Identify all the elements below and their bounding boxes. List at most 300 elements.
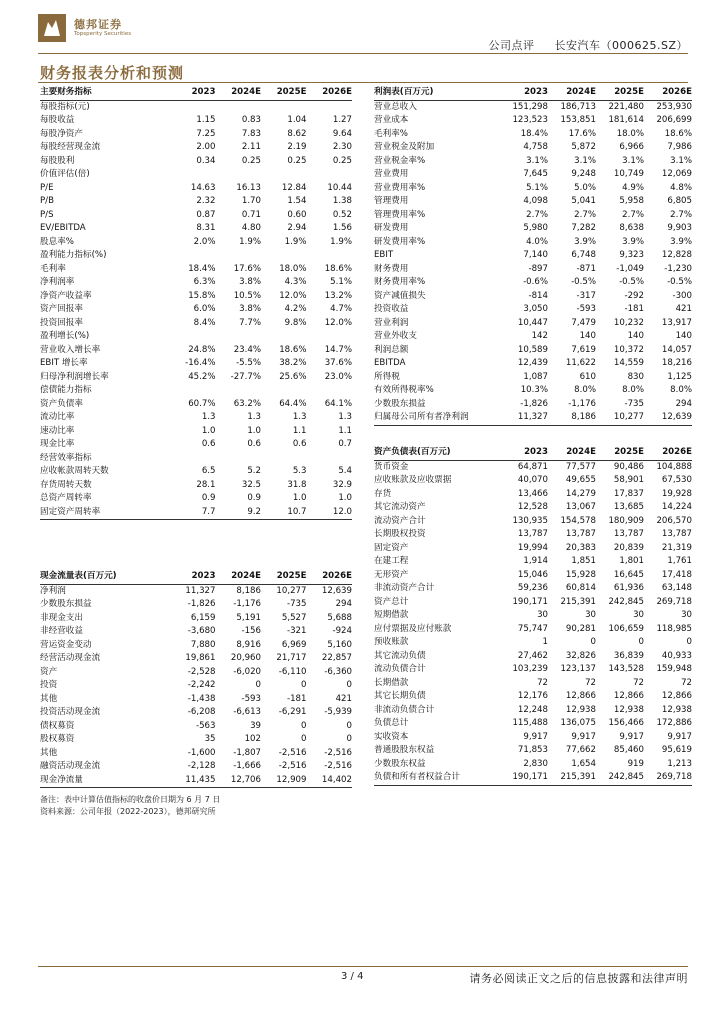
cell-value: 75,747 bbox=[517, 623, 548, 634]
cell-value: 9,917 bbox=[571, 731, 596, 742]
cell-value: 180,909 bbox=[608, 515, 644, 526]
cell-value: 0 bbox=[686, 637, 692, 647]
table-row bbox=[374, 528, 692, 542]
table-row bbox=[374, 488, 692, 502]
cell-value: 67,530 bbox=[661, 475, 692, 485]
cell-value: 294 bbox=[335, 599, 352, 609]
cell-value: 18.4% bbox=[188, 263, 216, 274]
row-label: 偿债能力指标 bbox=[40, 385, 92, 395]
cell-value: 159,948 bbox=[656, 664, 692, 674]
row-label: 经营活动现金流 bbox=[40, 653, 101, 663]
cell-value: 15,046 bbox=[517, 569, 548, 580]
table-row bbox=[374, 623, 692, 637]
cell-value: 8.0% bbox=[622, 385, 644, 395]
row-label: 归属母公司所有者净利润 bbox=[374, 412, 469, 422]
cell-value: 20,839 bbox=[613, 542, 644, 553]
row-label: 少数股东损益 bbox=[40, 599, 92, 609]
cell-value: 2.30 bbox=[332, 142, 352, 152]
cell-value: 140 bbox=[627, 331, 644, 341]
cell-value: -2,128 bbox=[187, 761, 216, 771]
row-label: 每股指标(元) bbox=[40, 101, 90, 112]
cell-value: 181,614 bbox=[608, 115, 644, 125]
cell-value: 5,980 bbox=[523, 223, 548, 233]
table-row bbox=[40, 155, 352, 169]
cell-value bbox=[261, 384, 307, 398]
row-label: 股息率% bbox=[40, 236, 74, 247]
cell-value: -924 bbox=[332, 626, 352, 636]
cell-value: 9,917 bbox=[619, 731, 644, 742]
cell-value: -317 bbox=[576, 290, 596, 301]
cell-value: 6,966 bbox=[619, 142, 644, 152]
cell-value: 7,645 bbox=[523, 169, 548, 179]
cell-value: 3.9% bbox=[622, 236, 644, 247]
cell-value: -1,666 bbox=[233, 761, 261, 771]
table-row bbox=[374, 596, 692, 610]
row-label: 投资 bbox=[40, 680, 58, 690]
row-label: 投资收益 bbox=[374, 304, 409, 314]
year-header: 2023 bbox=[524, 447, 548, 457]
cell-value: 106,659 bbox=[608, 623, 644, 634]
row-label: 普通股股东权益 bbox=[374, 745, 435, 755]
cash-flow-table bbox=[40, 570, 352, 788]
cell-value: 72 bbox=[681, 677, 692, 688]
cell-value: 2.00 bbox=[196, 142, 216, 152]
cell-value: 23.4% bbox=[233, 344, 261, 355]
footer-divider bbox=[38, 966, 688, 967]
cell-value: -0.5% bbox=[667, 277, 692, 287]
cell-value: 1,213 bbox=[667, 758, 692, 769]
row-label: 毛利率% bbox=[374, 128, 408, 139]
cell-value: 77,577 bbox=[565, 461, 596, 472]
cell-value: 0.25 bbox=[332, 155, 352, 166]
cell-value: 13,466 bbox=[517, 488, 548, 499]
cell-value: 5,160 bbox=[327, 639, 352, 650]
cell-value: 11,435 bbox=[185, 774, 216, 785]
row-label: 固定资产 bbox=[374, 542, 409, 553]
cell-value: 12.0% bbox=[324, 317, 352, 328]
row-label: 营业外收支 bbox=[374, 331, 417, 341]
note-source: 资料来源：公司年报（2022-2023），德邦研究所 bbox=[40, 807, 216, 816]
cell-value: 14.7% bbox=[324, 344, 352, 355]
cell-value: 9,323 bbox=[619, 250, 644, 260]
table-row bbox=[40, 182, 352, 196]
cell-value: 27,462 bbox=[517, 650, 548, 661]
cell-value: 1.0 bbox=[201, 425, 216, 436]
row-label: 净利润率 bbox=[40, 277, 75, 287]
cell-value: 3.1% bbox=[526, 155, 548, 166]
row-label: 无形资产 bbox=[374, 569, 409, 580]
cell-value: 32,826 bbox=[565, 650, 596, 661]
cell-value: 104,888 bbox=[656, 461, 692, 472]
row-label: 融资活动现金流 bbox=[40, 761, 101, 771]
table-row bbox=[40, 330, 352, 344]
cell-value bbox=[261, 452, 307, 466]
cell-value: 0 bbox=[301, 734, 307, 744]
cell-value: 8.62 bbox=[287, 128, 307, 139]
cell-value: 0.52 bbox=[332, 209, 352, 220]
cell-value bbox=[216, 330, 262, 344]
cell-value: 6.3% bbox=[193, 277, 216, 287]
cell-value: 13,787 bbox=[565, 529, 596, 539]
cell-value: 12,439 bbox=[517, 358, 548, 368]
cell-value: 12.84 bbox=[281, 182, 307, 193]
cell-value: 1 bbox=[542, 637, 548, 647]
cell-value: 5,688 bbox=[327, 612, 352, 623]
row-label: 资产减值损失 bbox=[374, 290, 426, 301]
row-label: 有效所得税率% bbox=[374, 385, 434, 395]
cell-value: 16.13 bbox=[236, 182, 261, 193]
cell-value: 190,171 bbox=[512, 772, 548, 782]
cell-value: 8,186 bbox=[571, 412, 596, 422]
cell-value: 14,057 bbox=[661, 344, 692, 355]
cell-value: 8,916 bbox=[236, 639, 261, 650]
cell-value: 294 bbox=[675, 398, 692, 409]
cell-value: 23.0% bbox=[324, 371, 352, 382]
cell-value: 14.63 bbox=[190, 182, 216, 193]
cell-value: 1.0 bbox=[338, 493, 352, 503]
year-header: 2025E bbox=[614, 87, 644, 97]
row-label: 股权募资 bbox=[40, 734, 75, 744]
cell-value: 4.7% bbox=[330, 304, 352, 314]
cell-value: 1.9% bbox=[284, 236, 307, 247]
cell-value: 1,801 bbox=[619, 556, 644, 566]
row-label: 管理费用率% bbox=[374, 209, 426, 220]
cell-value: 17.6% bbox=[233, 263, 261, 274]
cell-value: -0.5% bbox=[571, 277, 596, 287]
cell-value: 8.0% bbox=[670, 385, 692, 395]
cell-value: -593 bbox=[576, 304, 596, 314]
cell-value: 8.4% bbox=[193, 317, 216, 328]
table-row bbox=[40, 249, 352, 263]
table-row bbox=[40, 357, 352, 371]
cell-value: -181 bbox=[286, 693, 307, 704]
row-label: 流动资产合计 bbox=[374, 515, 426, 526]
table-row bbox=[374, 344, 692, 358]
cell-value: 40,070 bbox=[517, 475, 548, 485]
cell-value bbox=[216, 452, 262, 466]
cell-value: 12,938 bbox=[565, 704, 596, 715]
cell-value: 4.80 bbox=[241, 223, 261, 233]
row-label: 营业成本 bbox=[374, 115, 409, 125]
cell-value: 10,447 bbox=[517, 317, 548, 328]
note-closing-price: 备注：表中计算估值指标的收盘价日期为 6 月 7 日 bbox=[40, 795, 221, 804]
cell-value: 11,622 bbox=[565, 358, 596, 368]
cell-value: 142 bbox=[531, 331, 548, 341]
cell-value: 0 bbox=[301, 720, 307, 731]
year-header: 2026E bbox=[662, 447, 692, 457]
cell-value: 18.6% bbox=[664, 128, 692, 139]
table-row bbox=[40, 114, 352, 128]
cell-value: 10.5% bbox=[233, 290, 261, 301]
cell-value: -1,807 bbox=[233, 747, 261, 758]
logo-text-en: Topsperity Securities bbox=[74, 31, 132, 37]
cell-value: 19,994 bbox=[517, 542, 548, 553]
cell-value: 0 bbox=[590, 637, 596, 647]
cell-value: 5.4 bbox=[338, 466, 352, 476]
cell-value: 32.9 bbox=[332, 479, 352, 490]
cell-value: -2,516 bbox=[324, 761, 352, 771]
cell-value: 18.4% bbox=[520, 128, 548, 139]
table-row bbox=[374, 209, 692, 223]
cell-value bbox=[216, 384, 262, 398]
cell-value: 12,866 bbox=[613, 691, 644, 701]
cell-value: 77,662 bbox=[565, 745, 596, 755]
cell-value: 4.9% bbox=[622, 182, 644, 193]
cell-value: 8.0% bbox=[574, 385, 596, 395]
row-label: 归母净利润增长率 bbox=[40, 371, 109, 382]
table-title: 现金流量表(百万元) bbox=[40, 571, 117, 581]
row-label: 非现金支出 bbox=[40, 612, 83, 623]
table-row bbox=[374, 569, 692, 583]
row-label: 应收账款及应收票据 bbox=[374, 475, 452, 485]
table-row bbox=[374, 168, 692, 182]
cell-value: 172,886 bbox=[656, 718, 692, 728]
table-row bbox=[374, 141, 692, 155]
table-row bbox=[374, 663, 692, 677]
cell-value: -156 bbox=[241, 626, 261, 636]
row-label: 预收账款 bbox=[374, 637, 409, 647]
cell-value: -5.5% bbox=[236, 358, 261, 368]
cell-value: 12.0 bbox=[332, 506, 352, 517]
table-row bbox=[40, 760, 352, 774]
cell-value bbox=[216, 101, 262, 115]
cell-value: 13,067 bbox=[565, 502, 596, 512]
row-label: 财务费用率% bbox=[374, 277, 426, 287]
cell-value: 19,861 bbox=[185, 653, 216, 663]
cell-value: 6.0% bbox=[193, 304, 216, 314]
cell-value: 71,853 bbox=[517, 745, 548, 755]
table-row bbox=[40, 195, 352, 209]
table-row bbox=[40, 774, 352, 789]
cell-value: 18,216 bbox=[661, 358, 692, 368]
cell-value: 72 bbox=[633, 677, 644, 688]
row-label: 利润总额 bbox=[374, 344, 409, 355]
cell-value bbox=[170, 384, 216, 398]
cell-value: 215,391 bbox=[560, 596, 596, 607]
cell-value: 215,391 bbox=[560, 772, 596, 782]
cell-value: 13,685 bbox=[613, 502, 644, 512]
cell-value: 4,758 bbox=[523, 142, 548, 152]
title-divider bbox=[38, 82, 688, 83]
cell-value: 11,327 bbox=[185, 585, 216, 596]
cell-value: 9,917 bbox=[523, 731, 548, 742]
cell-value: 610 bbox=[579, 371, 596, 382]
cell-value: 0.87 bbox=[196, 209, 216, 220]
table-row bbox=[374, 555, 692, 569]
cell-value: 36,839 bbox=[613, 650, 644, 661]
cell-value: 4.3% bbox=[284, 277, 307, 287]
cell-value bbox=[216, 168, 262, 182]
row-label: 总资产周转率 bbox=[40, 493, 92, 503]
row-label: 营运资金变动 bbox=[40, 639, 92, 650]
cell-value: -5,939 bbox=[324, 707, 352, 717]
cell-value: 0 bbox=[346, 680, 352, 690]
cell-value: 5,191 bbox=[236, 612, 261, 623]
row-label: 在建工程 bbox=[374, 556, 409, 566]
cell-value: 5.3 bbox=[292, 466, 307, 476]
balance-sheet-table bbox=[374, 446, 692, 786]
cell-value: -2,242 bbox=[187, 680, 216, 690]
cell-value: 14,402 bbox=[321, 774, 352, 785]
cell-value: 0.6 bbox=[292, 439, 307, 449]
cell-value: 17,837 bbox=[613, 488, 644, 499]
cell-value: 12,639 bbox=[321, 585, 352, 596]
cell-value: -300 bbox=[672, 290, 692, 301]
cell-value: 4.0% bbox=[526, 236, 548, 247]
cell-value: 30 bbox=[633, 610, 644, 620]
table-row bbox=[374, 195, 692, 209]
table-row bbox=[374, 582, 692, 596]
cell-value: -563 bbox=[195, 720, 216, 731]
table-row bbox=[374, 758, 692, 772]
cell-value: 3.1% bbox=[670, 155, 692, 166]
cell-value: 37.6% bbox=[324, 358, 352, 368]
table-row bbox=[374, 114, 692, 128]
cell-value: 2.7% bbox=[670, 209, 692, 220]
cell-value: 7,479 bbox=[571, 317, 596, 328]
cell-value: 85,460 bbox=[613, 745, 644, 755]
table-row bbox=[40, 479, 352, 493]
cell-value: 7.7% bbox=[239, 317, 261, 328]
cell-value: 130,935 bbox=[512, 515, 548, 526]
cell-value: 0.34 bbox=[196, 155, 216, 166]
cell-value: 12,528 bbox=[517, 502, 548, 512]
cell-value: -6,110 bbox=[278, 666, 307, 677]
cell-value: 1.3 bbox=[292, 412, 307, 422]
cell-value: 12,069 bbox=[661, 169, 692, 179]
cell-value: 72 bbox=[585, 677, 596, 688]
table-row bbox=[374, 474, 692, 488]
table-row bbox=[374, 222, 692, 236]
table-row bbox=[40, 128, 352, 142]
cell-value: 190,171 bbox=[512, 596, 548, 607]
cell-value: 1.3 bbox=[201, 412, 216, 422]
row-label: 流动负债合计 bbox=[374, 664, 426, 674]
cell-value: 2.7% bbox=[526, 209, 548, 220]
cell-value: 1.9% bbox=[239, 236, 261, 247]
report-header bbox=[488, 37, 688, 53]
table-row bbox=[40, 747, 352, 761]
year-header: 2024E bbox=[231, 87, 261, 97]
table-row bbox=[374, 128, 692, 142]
table-row bbox=[40, 276, 352, 290]
row-label: 少数股东损益 bbox=[374, 398, 426, 409]
table-row bbox=[40, 411, 352, 425]
cell-value: -2,516 bbox=[278, 761, 307, 771]
cell-value: 90,486 bbox=[613, 461, 644, 472]
cell-value: 12,706 bbox=[230, 774, 261, 785]
header-divider bbox=[38, 53, 688, 54]
logo-mark-icon bbox=[38, 14, 66, 42]
cell-value: 5.1% bbox=[526, 182, 548, 193]
cell-value: -735 bbox=[624, 398, 644, 409]
row-label: 营业税金及附加 bbox=[374, 142, 435, 152]
cell-value: 63.2% bbox=[233, 398, 261, 409]
cell-value: 28.1 bbox=[196, 479, 216, 490]
cell-value: 0.7 bbox=[338, 439, 352, 449]
cell-value: 0.9 bbox=[247, 493, 261, 503]
row-label: 货币资金 bbox=[374, 461, 409, 472]
table-row bbox=[374, 357, 692, 371]
table-row bbox=[40, 585, 352, 599]
cell-value: 18.6% bbox=[279, 344, 307, 355]
cell-value: 7,986 bbox=[667, 142, 692, 152]
cell-value: -292 bbox=[624, 290, 644, 301]
table-row bbox=[374, 515, 692, 529]
cell-value: 16,645 bbox=[613, 569, 644, 580]
table-row bbox=[40, 679, 352, 693]
row-label: 净资产收益率 bbox=[40, 290, 92, 301]
cell-value: -1,176 bbox=[233, 599, 261, 609]
cell-value: 221,480 bbox=[608, 101, 644, 112]
cell-value: 22,857 bbox=[321, 653, 352, 663]
cell-value: 61,936 bbox=[613, 583, 644, 593]
row-label: 每股收益 bbox=[40, 115, 75, 125]
logo-text-cn: 德邦证券 bbox=[74, 18, 122, 31]
table-row bbox=[40, 384, 352, 398]
cell-value: -6,613 bbox=[233, 707, 261, 717]
row-label: 存货周转天数 bbox=[40, 479, 92, 490]
table-row bbox=[374, 398, 692, 412]
table-row bbox=[40, 506, 352, 521]
year-header: 2026E bbox=[322, 87, 352, 97]
row-label: 财务费用 bbox=[374, 263, 409, 274]
cell-value: 0 bbox=[255, 680, 261, 690]
cell-value: 5,958 bbox=[619, 196, 644, 206]
page-title: 财务报表分析和预测 bbox=[40, 64, 185, 82]
cell-value: 0.9 bbox=[201, 493, 216, 503]
table-row bbox=[40, 398, 352, 412]
cell-value: 123,523 bbox=[512, 115, 548, 125]
row-label: 投资活动现金流 bbox=[40, 707, 101, 717]
table-row bbox=[40, 666, 352, 680]
row-label: 每股股利 bbox=[40, 155, 75, 166]
table-title: 主要财务指标 bbox=[40, 87, 92, 97]
cell-value: 5.0% bbox=[574, 182, 596, 193]
cell-value: 9.2 bbox=[247, 506, 261, 517]
cell-value: 24.8% bbox=[188, 344, 216, 355]
cell-value: 1,914 bbox=[523, 556, 548, 566]
cell-value: 59,236 bbox=[517, 583, 548, 593]
cell-value: 1.0 bbox=[247, 425, 261, 436]
row-label: 所得税 bbox=[374, 371, 400, 382]
cell-value: 0.6 bbox=[247, 439, 261, 449]
cell-value: 63,148 bbox=[661, 583, 692, 593]
cell-value: -2,516 bbox=[278, 747, 307, 758]
cell-value: 242,845 bbox=[608, 772, 644, 782]
cell-value: 2.7% bbox=[574, 209, 596, 220]
cell-value: 12,828 bbox=[661, 250, 692, 260]
row-label: 速动比率 bbox=[40, 425, 75, 436]
cell-value: -321 bbox=[286, 626, 307, 636]
cell-value: 95,619 bbox=[661, 745, 692, 755]
table-row bbox=[40, 303, 352, 317]
row-label: 毛利率 bbox=[40, 263, 66, 274]
row-label: 其他 bbox=[40, 747, 58, 758]
cell-value bbox=[307, 249, 353, 263]
cell-value: 7,880 bbox=[190, 639, 216, 650]
cell-value: 1.04 bbox=[287, 115, 307, 125]
table-row bbox=[374, 155, 692, 169]
cell-value bbox=[261, 330, 307, 344]
cell-value: 35 bbox=[204, 734, 216, 744]
cell-value: 8,638 bbox=[619, 223, 644, 233]
cell-value: 14,224 bbox=[661, 502, 692, 512]
cell-value bbox=[307, 452, 353, 466]
cell-value: 10,232 bbox=[613, 317, 644, 328]
row-label: EBITDA bbox=[374, 358, 406, 368]
cell-value: 118,985 bbox=[656, 623, 692, 634]
